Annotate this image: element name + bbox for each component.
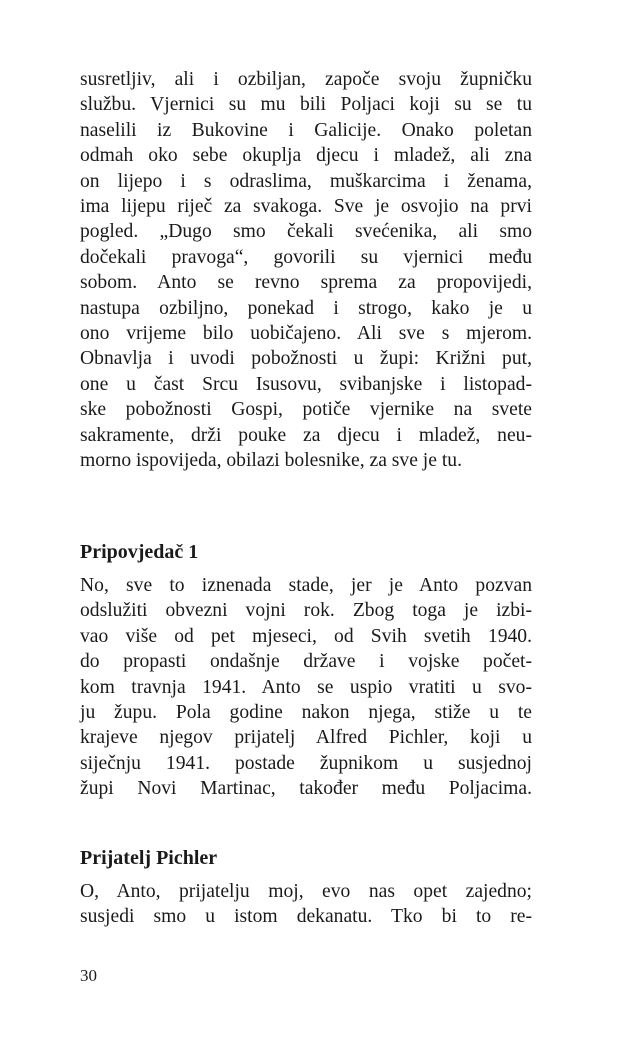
text-line: sobom. Anto se revno sprema za propovijedi, xyxy=(80,272,532,294)
text-line: Obnavlja i uvodi pobožnosti u župi: Križni put, xyxy=(80,348,532,370)
text-line: siječnju 1941. postade župnikom u susjednoj xyxy=(80,752,532,774)
text-line: susjedi smo u istom dekanatu. Tko bi to re- xyxy=(80,906,532,928)
page-number: 30 xyxy=(80,966,97,985)
text-line: ju župu. Pola godine nakon njega, stiže u te xyxy=(80,702,532,724)
text-line: susretljiv, ali i ozbiljan, započe svoju župničku xyxy=(80,69,532,90)
text-line: vao više od pet mjeseci, od Svih svetih 1940. xyxy=(80,625,532,647)
text-line: sakramente, drži pouke za djecu i mladež, neu- xyxy=(80,424,532,446)
paragraph-1 xyxy=(80,67,532,474)
text-line: do propasti ondašnje države i vojske počet- xyxy=(80,651,532,673)
text-line: on lijepo i s odraslima, muškarcima i ženama, xyxy=(80,170,532,192)
text-line: morno ispovijeda, obilazi bolesnike, za sve je tu. xyxy=(80,450,462,472)
text-line: O, Anto, prijatelju moj, evo nas opet zajedno; xyxy=(80,881,532,902)
section-heading-pripovjedac: Pripovjedač 1 xyxy=(80,541,199,563)
text-line: ima lijepu riječ za svakoga. Sve je osvojio na prvi xyxy=(80,196,532,218)
text-line: službu. Vjernici su mu bili Poljaci koji su se tu xyxy=(80,94,532,116)
section-heading-prijatelj-pichler: Prijatelj Pichler xyxy=(80,847,218,869)
paragraph-2 xyxy=(80,573,532,802)
text-line: odslužiti obvezni vojni rok. Zbog toga je izbi- xyxy=(80,600,532,622)
text-line: pogled. „Dugo smo čekali svećenika, ali smo xyxy=(80,221,532,243)
text-line: dočekali pravoga“, govorili su vjernici među xyxy=(80,246,532,268)
text-line: nastupa ozbiljno, ponekad i strogo, kako je u xyxy=(80,297,532,319)
text-line: župi Novi Martinac, također među Poljacima. xyxy=(80,778,532,800)
text-line: odmah oko sebe okuplja djecu i mladež, ali zna xyxy=(80,145,532,167)
text-line: krajeve njegov prijatelj Alfred Pichler, koji u xyxy=(80,727,532,749)
text-line: naselili iz Bukovine i Galicije. Onako poletan xyxy=(80,119,532,141)
text-line: kom travnja 1941. Anto se uspio vratiti u svo- xyxy=(80,676,532,698)
text-line: ono vrijeme bilo uobičajeno. Ali sve s mjerom. xyxy=(80,323,532,345)
text-line: ske pobožnosti Gospi, potiče vjernike na svete xyxy=(80,399,532,421)
text-line: one u čast Srcu Isusovu, svibanjske i listopad- xyxy=(80,373,532,395)
text-line: No, sve to iznenada stade, jer je Anto pozvan xyxy=(80,575,532,596)
paragraph-3 xyxy=(80,879,532,930)
